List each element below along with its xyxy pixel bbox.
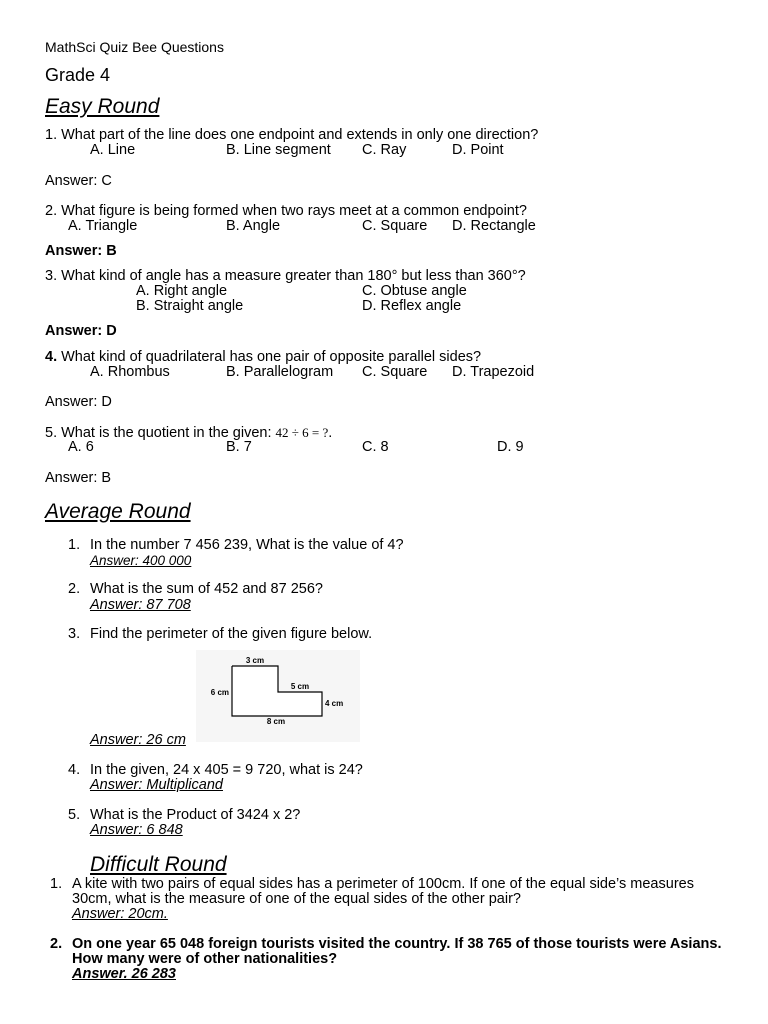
easy-q1-answer: Answer: C (45, 173, 112, 189)
figure-label-bottom: 8 cm (266, 717, 286, 726)
easy-q4-choice-a: A. Rhombus (90, 364, 170, 380)
easy-q2-choice-c: C. Square (362, 218, 428, 234)
diff-q1-text: A kite with two pairs of equal sides has a perimeter of 100cm. If one of the equal side’s measures 30cm, what is the measure of one of the equal sides of the other pair? (72, 876, 694, 907)
diff-q1-number: 1. (50, 876, 63, 892)
easy-q4-choice-d: D. Trapezoid (452, 364, 535, 380)
perimeter-figure-drawing (196, 650, 360, 742)
avg-q2-text: What is the sum of 452 and 87 256? (90, 581, 323, 597)
easy-q4-choice-b: B. Parallelogram (226, 364, 334, 380)
avg-q5-answer: Answer: 6 848 (90, 822, 183, 838)
diff-q2-text: On one year 65 048 foreign tourists visited the country. If 38 765 of those tourists were Asians. How many were of other nationalities? (72, 936, 722, 967)
easy-q5-choice-b: B. 7 (226, 439, 252, 455)
easy-q3-choice-d: D. Reflex angle (362, 298, 462, 314)
avg-q2-answer: Answer: 87 708 (90, 597, 191, 613)
easy-q3-answer: Answer: D (45, 323, 117, 339)
easy-q4-question: What kind of quadrilateral has one pair of opposite parallel sides? (57, 349, 482, 365)
figure-outline (232, 666, 322, 716)
avg-q5-number: 5. (68, 807, 81, 823)
diff-q2-number: 2. (50, 936, 63, 952)
difficult-round-heading: Difficult Round (90, 853, 227, 876)
easy-q3-choice-b: B. Straight angle (136, 298, 244, 314)
easy-q2-answer: Answer: B (45, 243, 117, 259)
easy-q3-text: 3. What kind of angle has a measure greater than 180° but less than 360°? (45, 268, 526, 284)
easy-q1-choice-b: B. Line segment (226, 142, 331, 158)
easy-q5-period: . (328, 425, 333, 441)
avg-q4-number: 4. (68, 762, 81, 778)
average-round-heading: Average Round (45, 500, 191, 523)
figure-label-right: 4 cm (325, 699, 344, 708)
avg-q4-answer: Answer: Multiplicand (90, 777, 223, 793)
easy-q4-number: 4. (45, 349, 58, 365)
easy-q5-choice-c: C. 8 (362, 439, 389, 455)
easy-q1-choice-c: C. Ray (362, 142, 407, 158)
easy-q5-answer: Answer: B (45, 470, 112, 486)
easy-q2-choice-b: B. Angle (226, 218, 281, 234)
grade-label: Grade 4 (45, 65, 111, 85)
easy-q5-question: 5. What is the quotient in the given: (45, 425, 276, 441)
easy-q4-answer: Answer: D (45, 394, 112, 410)
document-title: MathSci Quiz Bee Questions (45, 39, 224, 55)
avg-q1-number: 1. (68, 537, 81, 553)
easy-q3-choice-a: A. Right angle (136, 283, 228, 299)
perimeter-figure (196, 650, 360, 742)
avg-q4-text: In the given, 24 x 405 = 9 720, what is 24? (90, 762, 363, 778)
figure-label-left: 6 cm (210, 688, 229, 697)
avg-q1-text: In the number 7 456 239, What is the value of 4? (90, 537, 404, 553)
figure-label-top: 3 cm (245, 656, 265, 665)
diff-q2-answer: Answer. 26 283 (72, 966, 176, 982)
easy-q2-choice-d: D. Rectangle (452, 218, 536, 234)
avg-q2-number: 2. (68, 581, 81, 597)
diff-q1-answer: Answer: 20cm. (72, 906, 168, 922)
avg-q5-text: What is the Product of 3424 x 2? (90, 807, 301, 823)
easy-q2-choice-a: A. Triangle (68, 218, 138, 234)
easy-q5-choice-a: A. 6 (68, 439, 94, 455)
easy-q1-choice-a: A. Line (90, 142, 136, 158)
easy-q4-text (45, 350, 481, 365)
easy-q5-expression: 42 ÷ 6 = ? (275, 425, 329, 440)
easy-q4-choice-c: C. Square (362, 364, 428, 380)
figure-label-step: 5 cm (290, 682, 310, 691)
easy-q2-text: 2. What figure is being formed when two rays meet at a common endpoint? (45, 203, 527, 219)
easy-q3-choice-c: C. Obtuse angle (362, 283, 467, 299)
avg-q3-text: Find the perimeter of the given figure below. (90, 626, 373, 642)
easy-q5-choice-d: D. 9 (497, 439, 524, 455)
easy-q1-choice-d: D. Point (452, 142, 504, 158)
avg-q1-answer: Answer: 400 000 (90, 553, 192, 568)
easy-round-heading: Easy Round (45, 95, 160, 118)
avg-q3-number: 3. (68, 626, 81, 642)
avg-q3-answer: Answer: 26 cm (90, 732, 186, 748)
easy-q1-text: 1. What part of the line does one endpoint and extends in only one direction? (45, 127, 539, 143)
